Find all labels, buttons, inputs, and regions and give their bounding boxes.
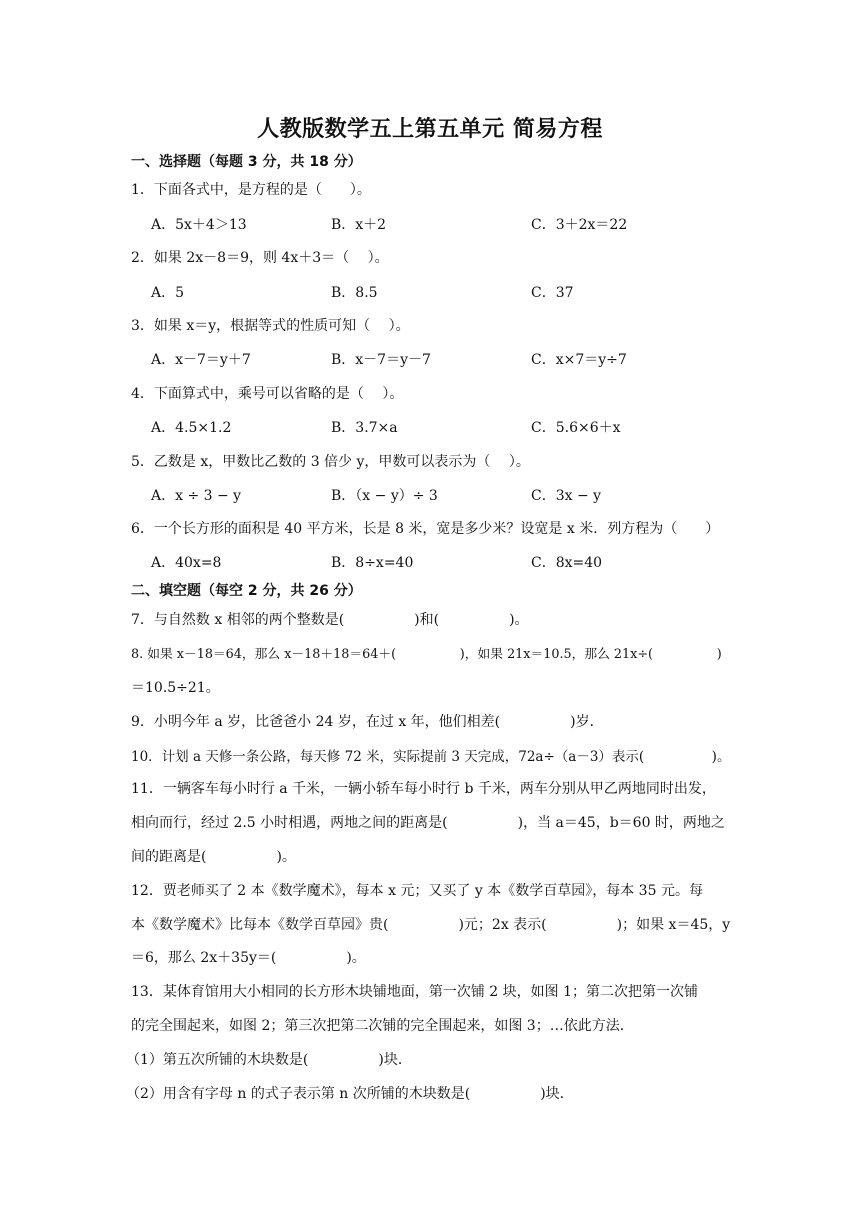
question-13-line-1: 13．某体育馆用大小相同的长方形木块铺地面，第一次铺 2 块，如图 1；第二次把第一次铺 — [131, 984, 698, 1000]
q6-option-b: B．8÷x=40 — [331, 555, 414, 571]
q5-option-a: A．x ÷ 3 − y — [151, 488, 242, 504]
q5-option-b: B．（x − y）÷ 3 — [331, 488, 438, 504]
q4-option-c: C．5.6×6＋x — [531, 420, 621, 436]
q5-option-c: C．3x − y — [531, 488, 602, 504]
q3-option-c: C．x×7＝y÷7 — [531, 352, 627, 368]
q1-option-b: B．x＋2 — [331, 217, 387, 233]
question-12-line-2: 本《数学魔术》比每本《数学百草园》贵( )元；2x 表示( )；如果 x＝45，y — [131, 917, 731, 933]
question-1: 1．下面各式中，是方程的是（ ）。 — [131, 182, 371, 198]
question-11-line-1: 11．一辆客车每小时行 a 千米，一辆小轿车每小时行 b 千米，两车分别从甲乙两地同时出发， — [131, 781, 716, 797]
q2-option-b: B．8.5 — [331, 285, 378, 301]
q4-option-a: A．4.5×1.2 — [151, 420, 232, 436]
question-11-line-3: 间的距离是( )。 — [131, 849, 296, 865]
page-title: 人教版数学五上第五单元 简易方程 — [257, 117, 603, 142]
q4-option-b: B．3.7×a — [331, 420, 398, 436]
question-4: 4．下面算式中，乘号可以省略的是（ ）。 — [131, 386, 404, 402]
question-10: 10．计划 a 天修一条公路，每天修 72 米，实际提前 3 天完成，72a÷（a－3）表示( )。 — [131, 749, 731, 765]
question-2: 2．如果 2x－8＝9，则 4x＋3＝（ ）。 — [131, 250, 389, 266]
question-9: 9．小明今年 a 岁，比爸爸小 24 岁，在过 x 年，他们相差( )岁． — [131, 714, 604, 730]
question-13-line-2: 的完全围起来，如图 2；第三次把第二次铺的完全围起来，如图 3；…依此方法． — [131, 1018, 634, 1034]
question-12-line-3: ＝6，那么 2x＋35y＝( )。 — [131, 950, 366, 966]
q2-option-c: C．37 — [531, 285, 574, 301]
question-13-sub-1: （1）第五次所铺的木块数是( )块． — [126, 1052, 412, 1068]
question-12-line-1: 12．贾老师买了 2 本《数学魔术》，每本 x 元；又买了 y 本《数学百草园》，每本 35 元。每 — [131, 883, 703, 899]
question-11-line-2: 相向而行，经过 2.5 小时相遇，两地之间的距离是( )，当 a＝45，b＝60 时，两地之 — [131, 815, 725, 831]
question-8-line-1: 8. 如果 x－18＝64，那么 x－18＋18＝64＋( )，如果 21x＝10.5，那么 21x÷( ) — [131, 647, 722, 662]
question-5: 5．乙数是 x，甲数比乙数的 3 倍少 y，甲数可以表示为（ ）。 — [131, 454, 530, 470]
question-3: 3．如果 x＝y，根据等式的性质可知（ ）。 — [131, 318, 410, 334]
section-heading-fill: 二、填空题（每空 2 分，共 26 分） — [131, 583, 362, 599]
q6-option-c: C．8x=40 — [531, 555, 603, 571]
q6-option-a: A．40x=8 — [151, 555, 222, 571]
section-heading-choice: 一、选择题（每题 3 分，共 18 分） — [131, 154, 362, 170]
q3-option-a: A．x－7＝y＋7 — [151, 352, 251, 368]
q1-option-a: A．5x＋4＞13 — [151, 217, 247, 233]
question-6: 6．一个长方形的面积是 40 平方米，长是 8 米，宽是多少米？设宽是 x 米．列方程为（ ） — [131, 521, 720, 537]
q1-option-c: C．3＋2x＝22 — [531, 217, 628, 233]
question-7: 7．与自然数 x 相邻的两个整数是( )和( )。 — [131, 612, 529, 628]
question-8-line-2: ＝10.5÷21。 — [131, 680, 220, 696]
question-13-sub-2: （2）用含有字母 n 的式子表示第 n 次所铺的木块数是( )块． — [126, 1086, 574, 1102]
q2-option-a: A．5 — [151, 285, 185, 301]
q3-option-b: B．x－7＝y－7 — [331, 352, 431, 368]
